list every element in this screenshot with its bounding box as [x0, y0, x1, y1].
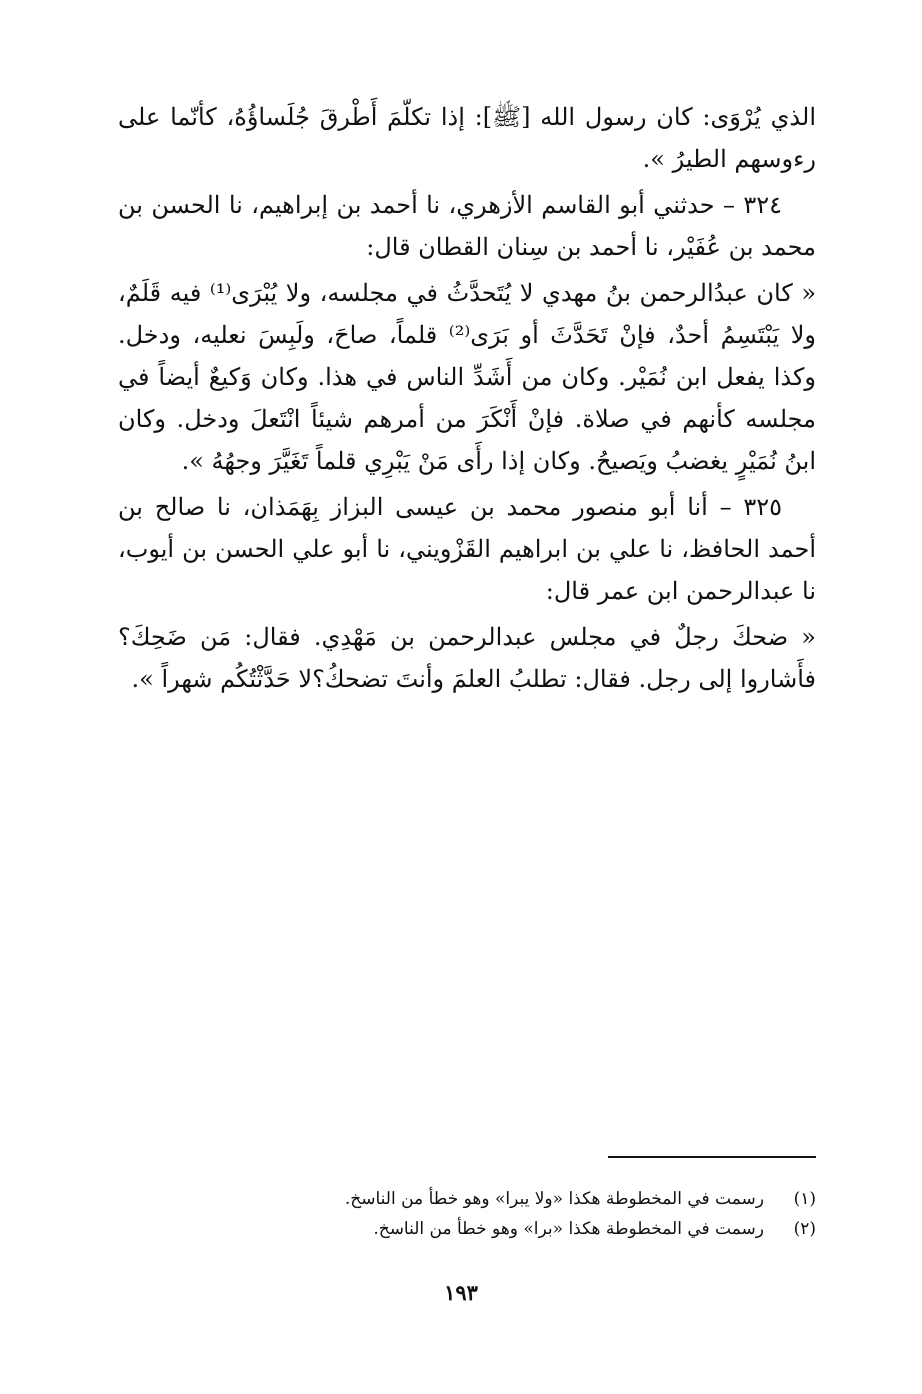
paragraph-continuation: الذي يُرْوَى: كان رسول الله [ﷺ]: إذا تكلّمَ أَطْرقَ جُلَساؤُهُ، كأنّما على رءوسهم الطيرُ ».	[118, 103, 816, 173]
paragraph-narration-324: ٣٢٤ – حدثني أبو القاسم الأزهري، نا أحمد بن إبراهيم، نا الحسن بن محمد بن عُفَيْر، نا أحمد بن سِنان القطان قال:	[118, 191, 816, 261]
paragraph-narration-325: ٣٢٥ – أنا أبو منصور محمد بن عيسى البزاز بِهَمَذان، نا صالح بن أحمد الحافظ، نا علي بن ابراهيم القَزْويني، نا أبو علي الحسن بن أيوب، نا عبدالرحمن ابن عمر قال:	[118, 493, 816, 605]
footnote-number: (٢)	[793, 1219, 816, 1239]
main-text	[118, 96, 816, 704]
footnote-text: رسمت في المخطوطة هكذا «ولا يبرا» وهو خطأ من الناسخ.	[344, 1189, 764, 1209]
footnote-number: (١)	[793, 1189, 816, 1209]
paragraph-quote-324: « كان عبدُالرحمن بنُ مهدي لا يُتَحدَّثُ في مجلسه، ولا يُبْرَى⁽¹⁾ فيه قَلَمٌ، ولا يَبْتَسِمُ أحدٌ، فإنْ تَحَدَّثَ أو بَرَى⁽²⁾ قلماً، صاحَ، ولَبِسَ نعليه، ودخل. وكذا يفعل ابن نُمَيْر. وكان من أَشَدِّ الناس في هذا. وكان وَكيعٌ أيضاً في مجلسه كأنهم في صلاة. فإنْ أَنْكَرَ من أمرهم شيئاً انْتَعلَ ودخل. وكان ابنُ نُمَيْرٍ يغضبُ ويَصيحُ. وكان إذا رأَى مَنْ يَبْرِي قلماً تَغَيَّرَ وجهُهُ ».	[118, 279, 816, 475]
page-number: ١٩٣	[444, 1280, 478, 1305]
paragraph-quote-325: « ضحكَ رجلٌ في مجلس عبدالرحمن بن مَهْدِي. فقال: مَن ضَحِكَ؟ فأَشاروا إلى رجل. فقال: تطلبُ العلمَ وأنتَ تضحكُ؟لا حَدَّثْتُكُم شهراً ».	[118, 623, 816, 693]
footnote-text: رسمت في المخطوطة هكذا «برا» وهو خطأ من الناسخ.	[373, 1219, 764, 1239]
footnote-divider	[608, 1156, 816, 1158]
footnote-2	[300, 1214, 816, 1244]
footnote-1	[300, 1184, 816, 1214]
footnotes	[300, 1184, 816, 1244]
